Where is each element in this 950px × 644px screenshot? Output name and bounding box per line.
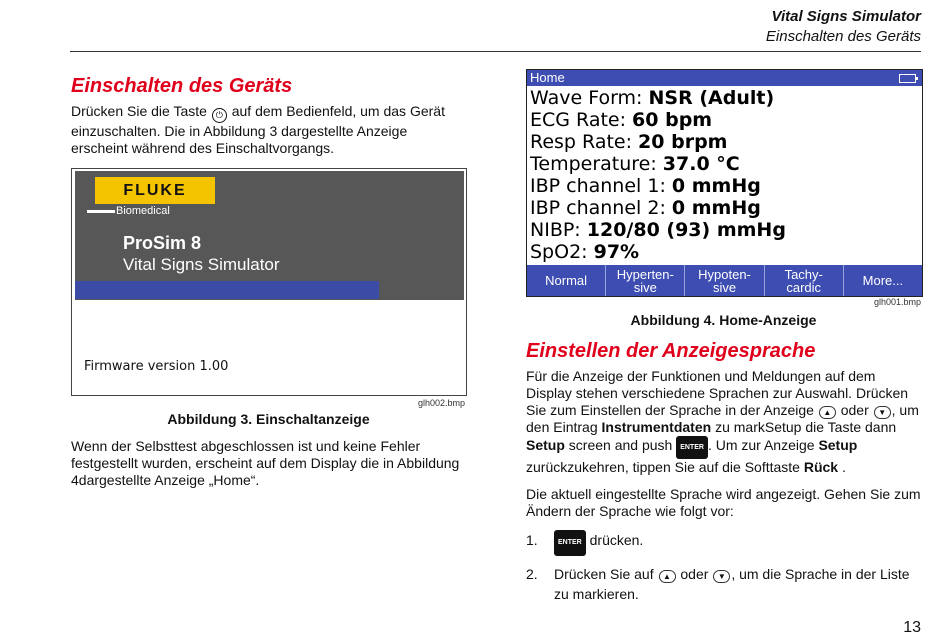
reading-value: 60 bpm bbox=[632, 109, 713, 131]
progress-bar bbox=[75, 281, 379, 299]
product-subtitle: Vital Signs Simulator bbox=[123, 255, 280, 274]
reading-value: 97% bbox=[593, 241, 640, 263]
section-heading-power-on: Einschalten des Geräts bbox=[71, 75, 293, 97]
softkey-label: More... bbox=[862, 273, 904, 288]
reading-value: 20 brpm bbox=[638, 131, 728, 153]
reading-value: 0 mmHg bbox=[671, 197, 761, 219]
figure3-caption: Abbildung 3. Einschaltanzeige bbox=[167, 411, 370, 427]
home-reading-row bbox=[530, 219, 786, 241]
power-key-icon: ⏻ bbox=[212, 108, 227, 123]
reading-label: IBP channel 2: bbox=[530, 197, 672, 219]
home-reading-row bbox=[530, 175, 761, 197]
home-reading-row bbox=[530, 153, 740, 175]
reading-label: Resp Rate: bbox=[530, 131, 639, 153]
left-column bbox=[71, 75, 466, 157]
arrow-down-key-icon: ▼ bbox=[713, 570, 730, 583]
step-item: 2. Drücken Sie auf ▲ oder ▼ , um die Sprache in der Liste zu markieren. bbox=[526, 566, 910, 602]
home-titlebar bbox=[527, 70, 922, 86]
home-reading-row bbox=[530, 131, 727, 153]
figure-startup-screen bbox=[71, 168, 467, 396]
figure3-file: glh002.bmp bbox=[417, 398, 465, 408]
arrow-up-key-icon: ▲ bbox=[659, 570, 676, 583]
reading-value: 37.0 °C bbox=[662, 153, 740, 175]
running-header-title: Vital Signs Simulator bbox=[771, 8, 921, 25]
softkey-label: Normal bbox=[545, 273, 588, 288]
home-reading-row bbox=[530, 109, 712, 131]
language-steps bbox=[526, 530, 921, 604]
softkey-button[interactable] bbox=[527, 265, 605, 296]
brand-subtitle: Biomedical bbox=[116, 205, 170, 217]
figure4-file: glh001.bmp bbox=[873, 297, 921, 307]
arrow-up-key-icon: ▲ bbox=[819, 406, 836, 419]
home-reading-row bbox=[530, 241, 639, 263]
reading-label: IBP channel 1: bbox=[530, 175, 672, 197]
reading-label: SpO2: bbox=[530, 241, 594, 263]
home-title: Home bbox=[530, 70, 565, 85]
battery-icon bbox=[899, 74, 916, 83]
home-reading-row bbox=[530, 87, 774, 109]
reading-value: NSR (Adult) bbox=[648, 87, 775, 109]
logo-bar bbox=[87, 210, 115, 213]
softkey-bar bbox=[527, 265, 922, 296]
reading-label: Temperature: bbox=[530, 153, 663, 175]
language-paragraph-2: Die aktuell eingestellte Sprache wird angezeigt. Gehen Sie zum Ändern der Sprache wie folgt vor: bbox=[526, 486, 921, 519]
fluke-logo: FLUKE bbox=[95, 177, 215, 204]
power-on-paragraph: Drücken Sie die Taste ⏻ auf dem Bedienfeld, um das Gerät einzuschalten. Die in Abbildung 3 dargestellte Anzeige erscheint während des Einschaltvorgangs. bbox=[71, 103, 445, 156]
reading-value: 120/80 (93) mmHg bbox=[586, 219, 786, 241]
reading-value: 0 mmHg bbox=[671, 175, 761, 197]
selftest-paragraph: Wenn der Selbsttest abgeschlossen ist und keine Fehler festgestellt wurden, erscheint auf dem Display die in Abbildung 4dargestellte Anzeige „Home“. bbox=[71, 438, 460, 488]
softkey-label: Hypoten- sive bbox=[698, 266, 751, 295]
section-heading-language: Einstellen der Anzeigesprache bbox=[526, 340, 816, 362]
reading-label: NIBP: bbox=[530, 219, 587, 241]
header-rule bbox=[70, 51, 921, 52]
step-item: 1. ENTER drücken. bbox=[526, 530, 921, 556]
softkey-label: Tachy- cardic bbox=[784, 266, 823, 295]
reading-label: Wave Form: bbox=[530, 87, 649, 109]
home-reading-row bbox=[530, 197, 761, 219]
figure4-caption: Abbildung 4. Home-Anzeige bbox=[630, 312, 817, 328]
product-name: ProSim 8 bbox=[123, 233, 202, 253]
running-header-subtitle: Einschalten des Geräts bbox=[765, 28, 921, 45]
reading-label: ECG Rate: bbox=[530, 109, 633, 131]
firmware-version: Firmware version 1.00 bbox=[84, 359, 229, 374]
softkey-button[interactable] bbox=[843, 265, 922, 296]
arrow-down-key-icon: ▼ bbox=[874, 406, 891, 419]
language-paragraph: Für die Anzeige der Funktionen und Meldungen auf dem Display stehen verschiedene Sprachen zur Auswahl. Drücken Sie zum Einstellen der Sprache in der Anzeige ▲ oder ▼ , um den Eintrag Instrumentdaten zu markSetup die Taste dann Setup screen and push ENTER . Um zur Anzeige Setup zurückzukehren, tippen Sie auf die Softtaste Rück . bbox=[526, 368, 919, 475]
page-number: 13 bbox=[903, 619, 921, 636]
softkey-button[interactable] bbox=[764, 265, 843, 296]
enter-key-icon: ENTER bbox=[676, 436, 708, 459]
softkey-button[interactable] bbox=[684, 265, 763, 296]
softkey-label: Hyperten- sive bbox=[616, 266, 674, 295]
softkey-button[interactable] bbox=[605, 265, 684, 296]
enter-key-icon: ENTER bbox=[554, 530, 586, 556]
figure-home-screen bbox=[526, 69, 923, 297]
right-column bbox=[526, 340, 921, 604]
